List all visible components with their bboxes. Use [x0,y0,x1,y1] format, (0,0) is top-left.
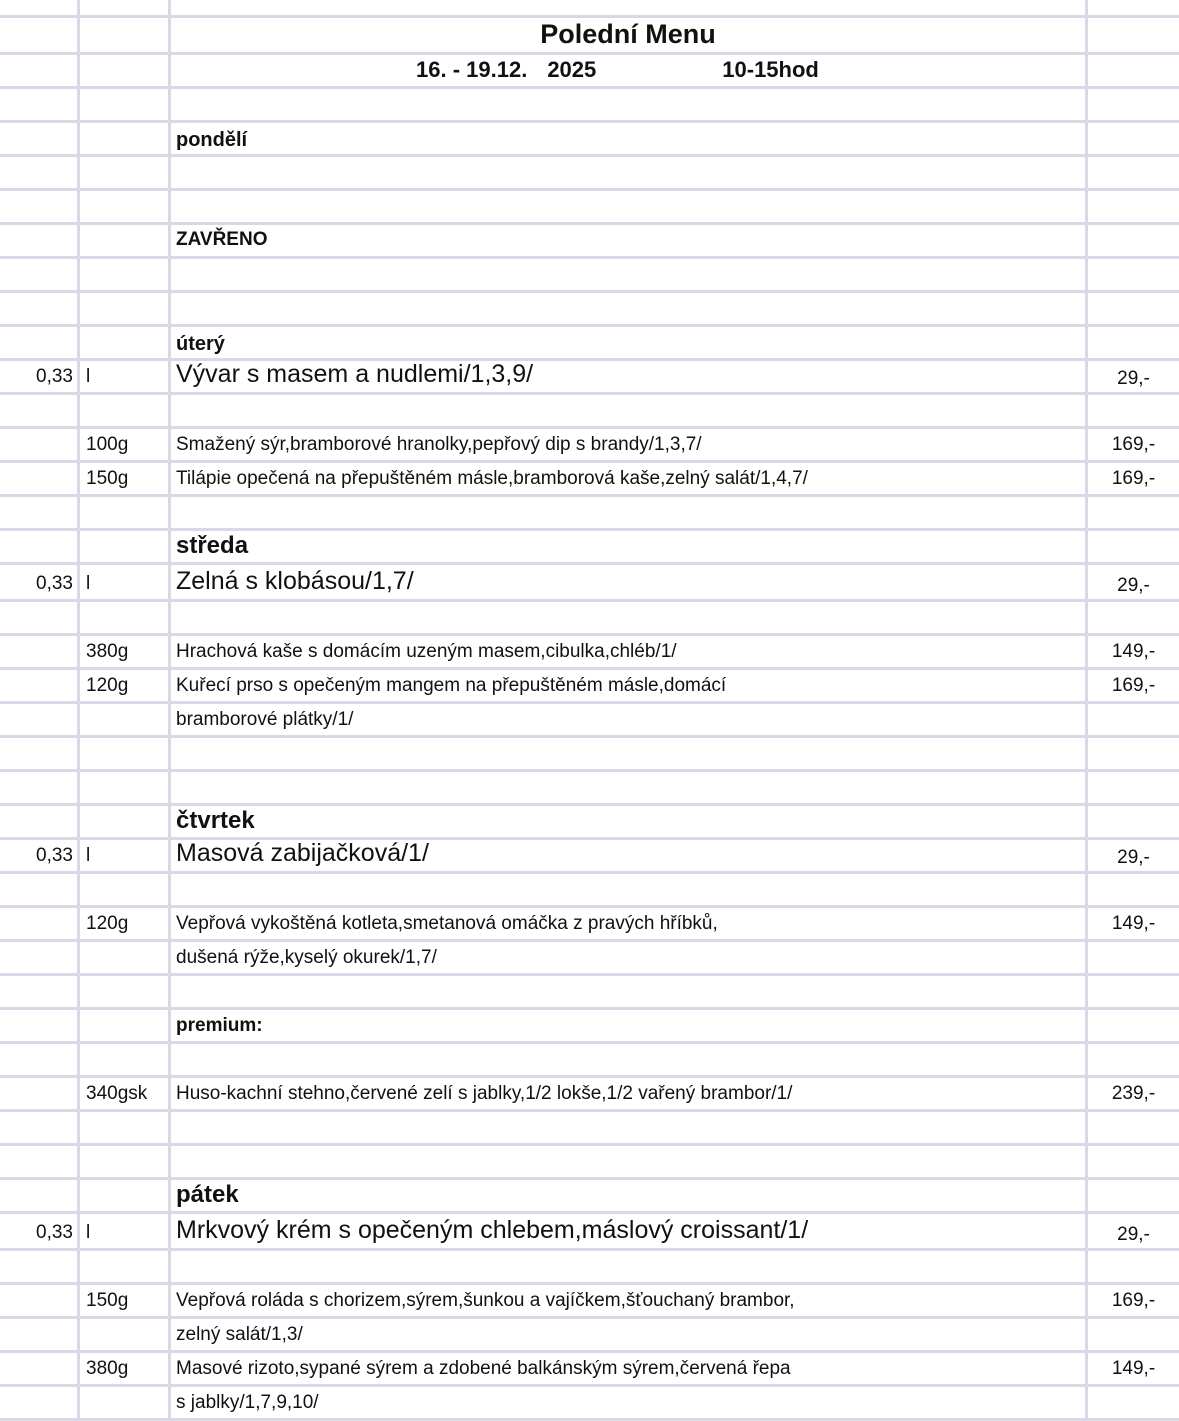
meal-weight: 380g [80,636,171,667]
sheet-row-empty [0,1044,1179,1078]
day-heading: středa [171,531,1088,562]
meal-row-continuation [0,1387,1179,1421]
meal-name: Tilápie opečená na přepuštěném másle,bramborová kaše,zelný salát/1,4,7/ [171,463,1088,494]
day-heading: pátek [171,1180,1088,1211]
sheet-row-empty [0,191,1179,225]
meal-row-continuation [0,704,1179,738]
sheet-row-empty [0,497,1179,531]
meal-row [0,908,1179,942]
meal-row [0,636,1179,670]
meal-name: Smažený sýr,bramborové hranolky,pepřový dip s brandy/1,3,7/ [171,429,1088,460]
soup-price: 29,- [1117,1224,1150,1245]
soup-price: 29,- [1117,847,1150,868]
meal-name: Vepřová vykoštěná kotleta,smetanová omáčka z pravých hříbků, [171,908,1088,939]
day-heading: pondělí [171,123,1088,154]
day-row-wednesday [0,531,1179,565]
soup-price: 29,- [1117,575,1150,596]
sheet-row-empty [0,602,1179,636]
subtitle-row [0,55,1179,89]
meal-row [0,463,1179,497]
meal-price: 169,- [1111,434,1156,455]
soup-qty: 0,33 [0,565,80,599]
year: 2025 [547,57,597,82]
sheet-row-empty [0,1112,1179,1146]
soup-row [0,1214,1179,1251]
meal-price: 239,- [1111,1083,1156,1104]
sheet-row-empty [0,1251,1179,1285]
meal-weight: 120g [80,670,171,701]
meal-row [0,670,1179,704]
meal-weight: 150g [80,463,171,494]
premium-label: premium: [171,1010,1088,1041]
meal-price: 149,- [1111,913,1156,934]
meal-row [0,1353,1179,1387]
sheet-row-empty [0,293,1179,327]
soup-name: Zelná s klobásou/1,7/ [171,565,1088,599]
meal-row [0,1285,1179,1319]
sheet-row-empty [0,395,1179,429]
meal-name: Huso-kachní stehno,červené zelí s jablky,1/2 lokše,1/2 vařený brambor/1/ [171,1078,1088,1109]
meal-weight: 100g [80,429,171,460]
sheet-row-empty [0,874,1179,908]
meal-row-continuation [0,1319,1179,1353]
opening-hours: 10-15hod [722,57,819,82]
sheet-row-empty [0,772,1179,806]
soup-qty: 0,33 [0,840,80,871]
soup-unit: l [80,565,171,599]
sheet-row-empty [0,259,1179,293]
day-heading: úterý [171,327,1088,358]
day-heading: čtvrtek [171,806,1088,837]
soup-row [0,840,1179,874]
day-row-thursday [0,806,1179,840]
meal-name-continued: s jablky/1,7,9,10/ [171,1387,1088,1418]
sheet-row-empty [0,89,1179,123]
meal-name-continued: bramborové plátky/1/ [171,704,1088,735]
soup-unit: l [80,361,171,392]
sheet-row-empty [0,0,1179,18]
meal-name-continued: zelný salát/1,3/ [171,1319,1088,1350]
soup-unit: l [80,1214,171,1248]
closed-row [0,225,1179,259]
sheet-row-empty [0,157,1179,191]
soup-row [0,361,1179,395]
meal-price: 169,- [1111,675,1156,696]
meal-row-continuation [0,942,1179,976]
soup-price: 29,- [1117,368,1150,389]
day-row-friday [0,1180,1179,1214]
day-row-tuesday [0,327,1179,361]
day-row-monday [0,123,1179,157]
soup-name: Masová zabijačková/1/ [171,840,1088,871]
sheet-row-empty [0,738,1179,772]
soup-unit: l [80,840,171,871]
menu-subtitle [171,55,1088,86]
meal-name-continued: dušená rýže,kyselý okurek/1,7/ [171,942,1088,973]
meal-name: Vepřová roláda s chorizem,sýrem,šunkou a vajíčkem,šťouchaný brambor, [171,1285,1088,1316]
meal-name: Masové rizoto,sypané sýrem a zdobené balkánským sýrem,červená řepa [171,1353,1088,1384]
menu-title: Polední Menu [171,18,1088,52]
date-range: 16. - 19.12. [416,57,528,82]
meal-price: 169,- [1111,1290,1156,1311]
soup-name: Mrkvový krém s opečeným chlebem,máslový croissant/1/ [171,1214,1088,1248]
soup-qty: 0,33 [0,1214,80,1248]
meal-name: Kuřecí prso s opečeným mangem na přepuštěném másle,domácí [171,670,1088,701]
soup-name: Vývar s masem a nudlemi/1,3,9/ [171,361,1088,392]
meal-price: 169,- [1111,468,1156,489]
premium-meal-row [0,1078,1179,1112]
meal-price: 149,- [1111,1358,1156,1379]
sheet-row-empty [0,976,1179,1010]
meal-row [0,429,1179,463]
meal-weight: 120g [80,908,171,939]
soup-qty: 0,33 [0,361,80,392]
meal-name: Hrachová kaše s domácím uzeným masem,cibulka,chléb/1/ [171,636,1088,667]
sheet-row-empty [0,1146,1179,1180]
title-row [0,18,1179,55]
meal-price: 149,- [1111,641,1156,662]
premium-label-row [0,1010,1179,1044]
soup-row [0,565,1179,602]
meal-weight: 340gsk [80,1078,171,1109]
meal-weight: 380g [80,1353,171,1384]
meal-weight: 150g [80,1285,171,1316]
closed-status: ZAVŘENO [171,225,1088,256]
